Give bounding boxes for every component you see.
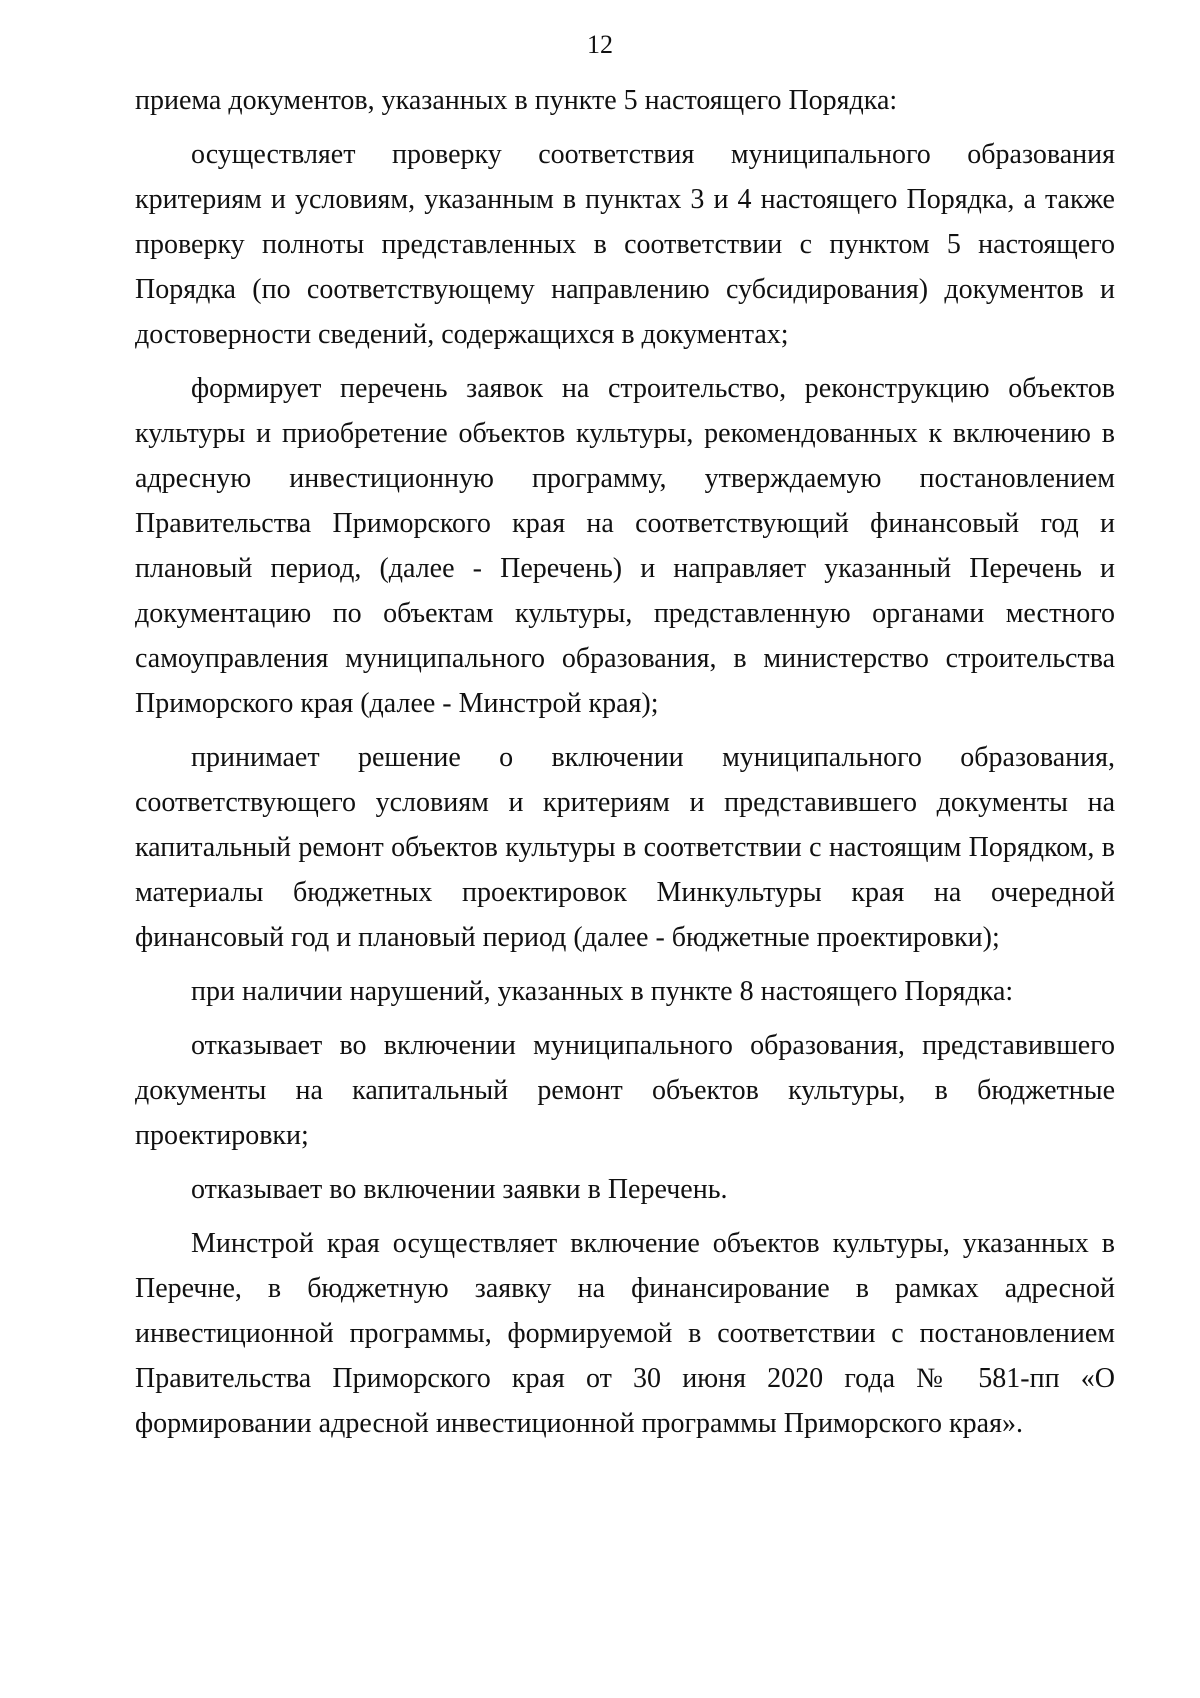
paragraph-minstroy-inclusion: Минстрой края осуществляет включение объектов культуры, указанных в Перечне, в бюджетную заявку на финансирование в рамках адресной инвестиционной программы, формируемой в соответствии с постановлением Правительства Приморского края от 30 июня 2020 года № 581-пп «О формировании адресной инвестиционной программы Приморского края».: [135, 1228, 1115, 1439]
paragraph-violations: при наличии нарушений, указанных в пункте 8 настоящего Порядка:: [191, 976, 1014, 1007]
paragraph-inclusion-decision: принимает решение о включении муниципального образования, соответствующего условиям и критериям и представившего документы на капитальный ремонт объектов культуры в соответствии с настоящим Порядком, в материалы бюджетных проектировок Минкультуры края на очередной финансовый год и плановый период (далее - бюджетные проектировки);: [135, 742, 1115, 953]
paragraph-verification: осуществляет проверку соответствия муниципального образования критериям и условиям, указанным в пунктах 3 и 4 настоящего Порядка, а также проверку полноты представленных в соответствии с пунктом 5 настоящего Порядка (по соответствующему направлению субсидирования) документов и достоверности сведений, содержащихся в документах;: [135, 139, 1115, 350]
document-body: [135, 78, 1115, 1446]
paragraph-refusal-municipality: отказывает во включении муниципального образования, представившего документы на капитальный ремонт объектов культуры, в бюджетные проектировки;: [135, 1030, 1115, 1151]
paragraph-list-formation: формирует перечень заявок на строительство, реконструкцию объектов культуры и приобретение объектов культуры, рекомендованных к включению в адресную инвестиционную программу, утверждаемую постановлением Правительства Приморского края на соответствующий финансовый год и плановый период, (далее - Перечень) и направляет указанный Перечень и документацию по объектам культуры, представленную органами местного самоуправления муниципального образования, в министерство строительства Приморского края (далее - Минстрой края);: [135, 373, 1115, 719]
paragraph-refusal-application: отказывает во включении заявки в Перечень.: [191, 1174, 728, 1205]
page-number: 12: [587, 30, 613, 59]
paragraph-document-receipt: приема документов, указанных в пункте 5 настоящего Порядка:: [135, 85, 898, 116]
